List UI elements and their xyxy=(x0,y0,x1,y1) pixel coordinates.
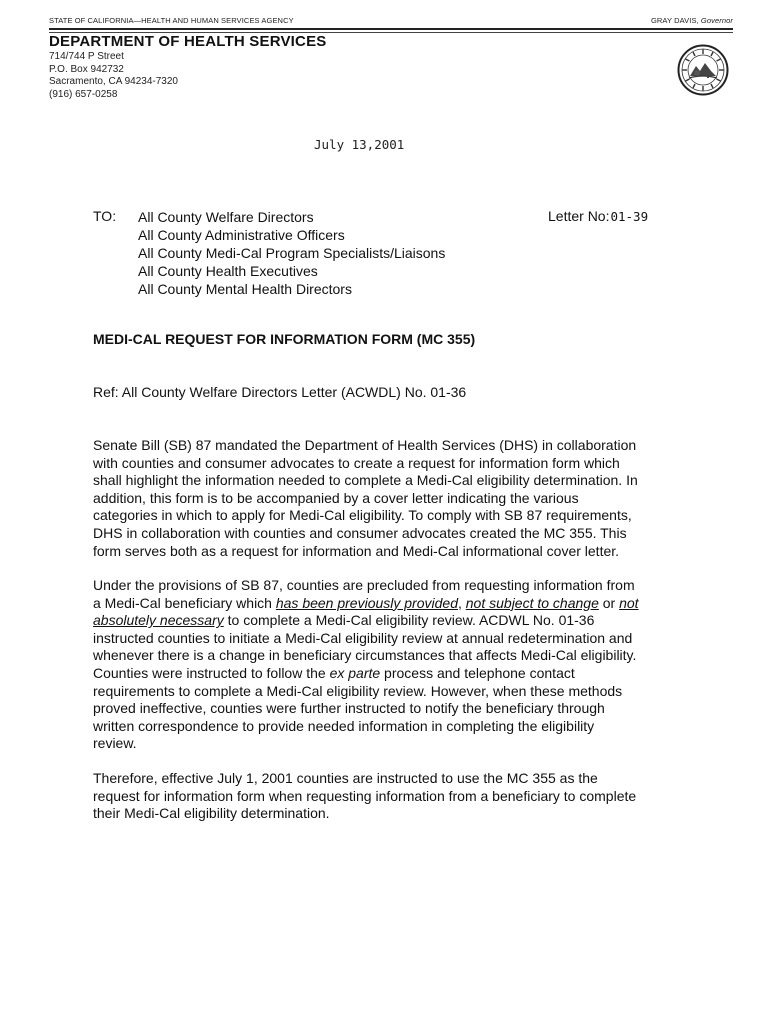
reference-line: Ref: All County Welfare Directors Letter (ACWDL) No. 01-36 xyxy=(93,384,467,400)
paragraph-line: proved ineffective, counties were further instructed to notify the beneficiary through xyxy=(93,700,605,717)
recipient-item: All County Health Executives xyxy=(138,263,318,279)
paragraph-sb87-provisions xyxy=(93,577,693,753)
paragraph-line xyxy=(93,665,693,683)
governor-name: GRAY DAVIS, xyxy=(650,16,699,25)
recipient-item: All County Administrative Officers xyxy=(138,227,345,243)
paragraph-line: review. xyxy=(93,735,137,752)
paragraph-line: categories in which to apply for Medi-Cal eligibility. To comply with SB 87 requirements, xyxy=(93,507,632,524)
to-label: TO: xyxy=(93,208,117,224)
department-name: DEPARTMENT OF HEALTH SERVICES xyxy=(49,33,327,50)
paragraph-line: Under the provisions of SB 87, counties are precluded from requesting information from xyxy=(93,577,635,593)
letter-number-value: 01-39 xyxy=(610,209,649,224)
department-address xyxy=(49,51,178,101)
letter-number-label: Letter No: xyxy=(548,208,610,224)
paragraph-line: instructed counties to initiate a Medi-Cal eligibility review at annual redetermination and xyxy=(93,629,633,646)
recipient-item: All County Welfare Directors xyxy=(138,209,314,225)
paragraph-effective-date xyxy=(93,770,693,823)
paragraph-line: shall highlight the information needed to complete a Medi-Cal eligibility determination. In xyxy=(93,472,638,489)
recipient-item: All County Medi-Cal Program Specialists/Liaisons xyxy=(138,245,446,261)
state-seal-icon xyxy=(677,44,729,96)
text-run: to complete a Medi-Cal eligibility review. ACDWL No. 01-36 xyxy=(223,612,595,629)
letter-date: July 13,2001 xyxy=(314,137,405,152)
paragraph-line xyxy=(93,612,693,630)
text-run: Counties were instructed to follow the xyxy=(93,664,330,681)
address-line: 714/744 P Street xyxy=(49,51,124,62)
paragraph-line: Senate Bill (SB) 87 mandated the Department of Health Services (DHS) in collaboration xyxy=(93,437,637,453)
paragraph-sb87-mandate xyxy=(93,437,693,560)
recipient-item: All County Mental Health Directors xyxy=(138,281,352,297)
text-run: process and telephone contact xyxy=(380,664,575,681)
recipient-list xyxy=(138,208,445,298)
emphasis-previously-provided: has been previously provided xyxy=(275,594,458,611)
paragraph-line: written correspondence to provide needed information in completing the eligibility xyxy=(93,717,595,734)
paragraph-line: addition, this form is to be accompanied by a cover letter indicating the various xyxy=(93,489,579,506)
address-line: Sacramento, CA 94234-7320 xyxy=(49,76,178,87)
paragraph-line: request for information form when requesting information from a beneficiary to complete xyxy=(93,787,637,804)
subject-heading: MEDI-CAL REQUEST FOR INFORMATION FORM (MC 355) xyxy=(93,331,476,347)
governor-title: Governor xyxy=(700,16,733,25)
paragraph-line: requirements to complete a Medi-Cal eligibility review. However, when these methods xyxy=(93,682,623,699)
paragraph-line: whenever there is a change in beneficiary circumstances that affects Medi-Cal eligibility. xyxy=(93,647,637,664)
emphasis-ex-parte: ex parte xyxy=(329,664,381,681)
agency-name: STATE OF CALIFORNIA—HEALTH AND HUMAN SERVICES AGENCY xyxy=(49,16,294,25)
paragraph-line xyxy=(93,595,693,613)
letter-number xyxy=(548,208,648,224)
emphasis-not-subject-to-change: not subject to change xyxy=(465,594,599,611)
text-run: , xyxy=(457,594,466,611)
paragraph-line: with counties and consumer advocates to create a request for information form which xyxy=(93,454,620,471)
paragraph-line: form serves both as a request for information and Medi-Cal informational cover letter. xyxy=(93,542,620,559)
emphasis-absolutely-necessary: absolutely necessary xyxy=(93,612,224,629)
address-line: (916) 657-0258 xyxy=(49,88,118,100)
letterhead-rule xyxy=(49,28,733,30)
paragraph-line: DHS in collaboration with counties and consumer advocates created the MC 355. This xyxy=(93,524,627,541)
paragraph-line: their Medi-Cal eligibility determination. xyxy=(93,805,330,822)
governor-credit xyxy=(651,16,733,25)
paragraph-line: Therefore, effective July 1, 2001 counties are instructed to use the MC 355 as the xyxy=(93,770,598,786)
text-run: or xyxy=(598,594,620,611)
emphasis-not: not xyxy=(619,594,639,611)
text-run: a Medi-Cal beneficiary which xyxy=(93,594,276,611)
address-line: P.O. Box 942732 xyxy=(49,63,124,75)
